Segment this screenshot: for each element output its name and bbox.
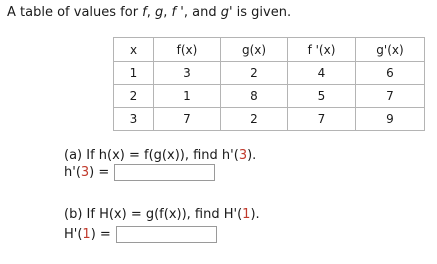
part-b-answer-row: [64, 226, 217, 243]
part-b-tail: ).: [250, 207, 260, 222]
part-b-expression: H(x) = g(f(x)): [99, 207, 187, 222]
part-a-find: , find: [184, 148, 222, 163]
table-cell: 2: [221, 108, 288, 131]
table-cell: 1: [114, 62, 154, 85]
part-a-target: h'(: [221, 148, 239, 163]
part-b-answer-input[interactable]: [116, 226, 217, 243]
part-b-number: 1: [242, 207, 251, 222]
part-b-label: (b) If: [64, 207, 100, 222]
part-b-answer-label: [64, 227, 111, 242]
header-fprime: f '(x): [288, 38, 356, 62]
header-x: x: [114, 38, 154, 62]
header-f: f(x): [154, 38, 221, 62]
intro-g: g: [155, 5, 164, 20]
part-b-find: , find: [186, 207, 224, 222]
part-a-answer-row: [64, 164, 215, 181]
part-a-number: 3: [238, 148, 248, 163]
table-cell: 5: [288, 85, 356, 108]
part-a-tail: ).: [247, 148, 257, 163]
intro-gprime: g': [220, 5, 233, 20]
table-cell: 7: [356, 85, 425, 108]
header-gprime: g'(x): [356, 38, 425, 62]
part-b-target: H'(: [223, 207, 243, 222]
part-b-question: [64, 206, 260, 223]
header-g: g(x): [221, 38, 288, 62]
table-cell: 7: [288, 108, 356, 131]
answer-label-text: H'(: [64, 227, 83, 242]
answer-label-number: 3: [80, 165, 90, 180]
answer-label-text: h'(: [64, 165, 81, 180]
part-a-answer-input[interactable]: [114, 164, 215, 181]
intro-text: A table of values for: [7, 5, 143, 20]
part-a-answer-label: [64, 165, 109, 180]
table-cell: 8: [221, 85, 288, 108]
intro-fprime: f ': [171, 5, 184, 20]
table-cell: 9: [356, 108, 425, 131]
problem-intro: [7, 4, 291, 22]
values-table: [113, 37, 425, 131]
table-cell: 3: [154, 62, 221, 85]
table-row: [114, 62, 425, 85]
table-cell: 4: [288, 62, 356, 85]
table-cell: 3: [114, 108, 154, 131]
table-header-row: [114, 38, 425, 62]
table-row: [114, 85, 425, 108]
answer-label-text: ) =: [89, 165, 110, 180]
intro-sep: ,: [163, 5, 172, 20]
table-row: [114, 108, 425, 131]
part-a-question: [64, 147, 256, 164]
table-cell: 6: [356, 62, 425, 85]
table-cell: 7: [154, 108, 221, 131]
table-cell: 1: [154, 85, 221, 108]
intro-sep: , and: [183, 5, 221, 20]
answer-label-number: 1: [82, 227, 91, 242]
table-cell: 2: [221, 62, 288, 85]
part-a-expression: h(x) = f(g(x)): [98, 148, 185, 163]
table-cell: 2: [114, 85, 154, 108]
intro-sep: ,: [146, 5, 156, 20]
intro-f: f: [142, 5, 147, 20]
part-a-label: (a) If: [64, 148, 99, 163]
answer-label-text: ) =: [90, 227, 111, 242]
intro-tail: is given.: [232, 5, 292, 20]
